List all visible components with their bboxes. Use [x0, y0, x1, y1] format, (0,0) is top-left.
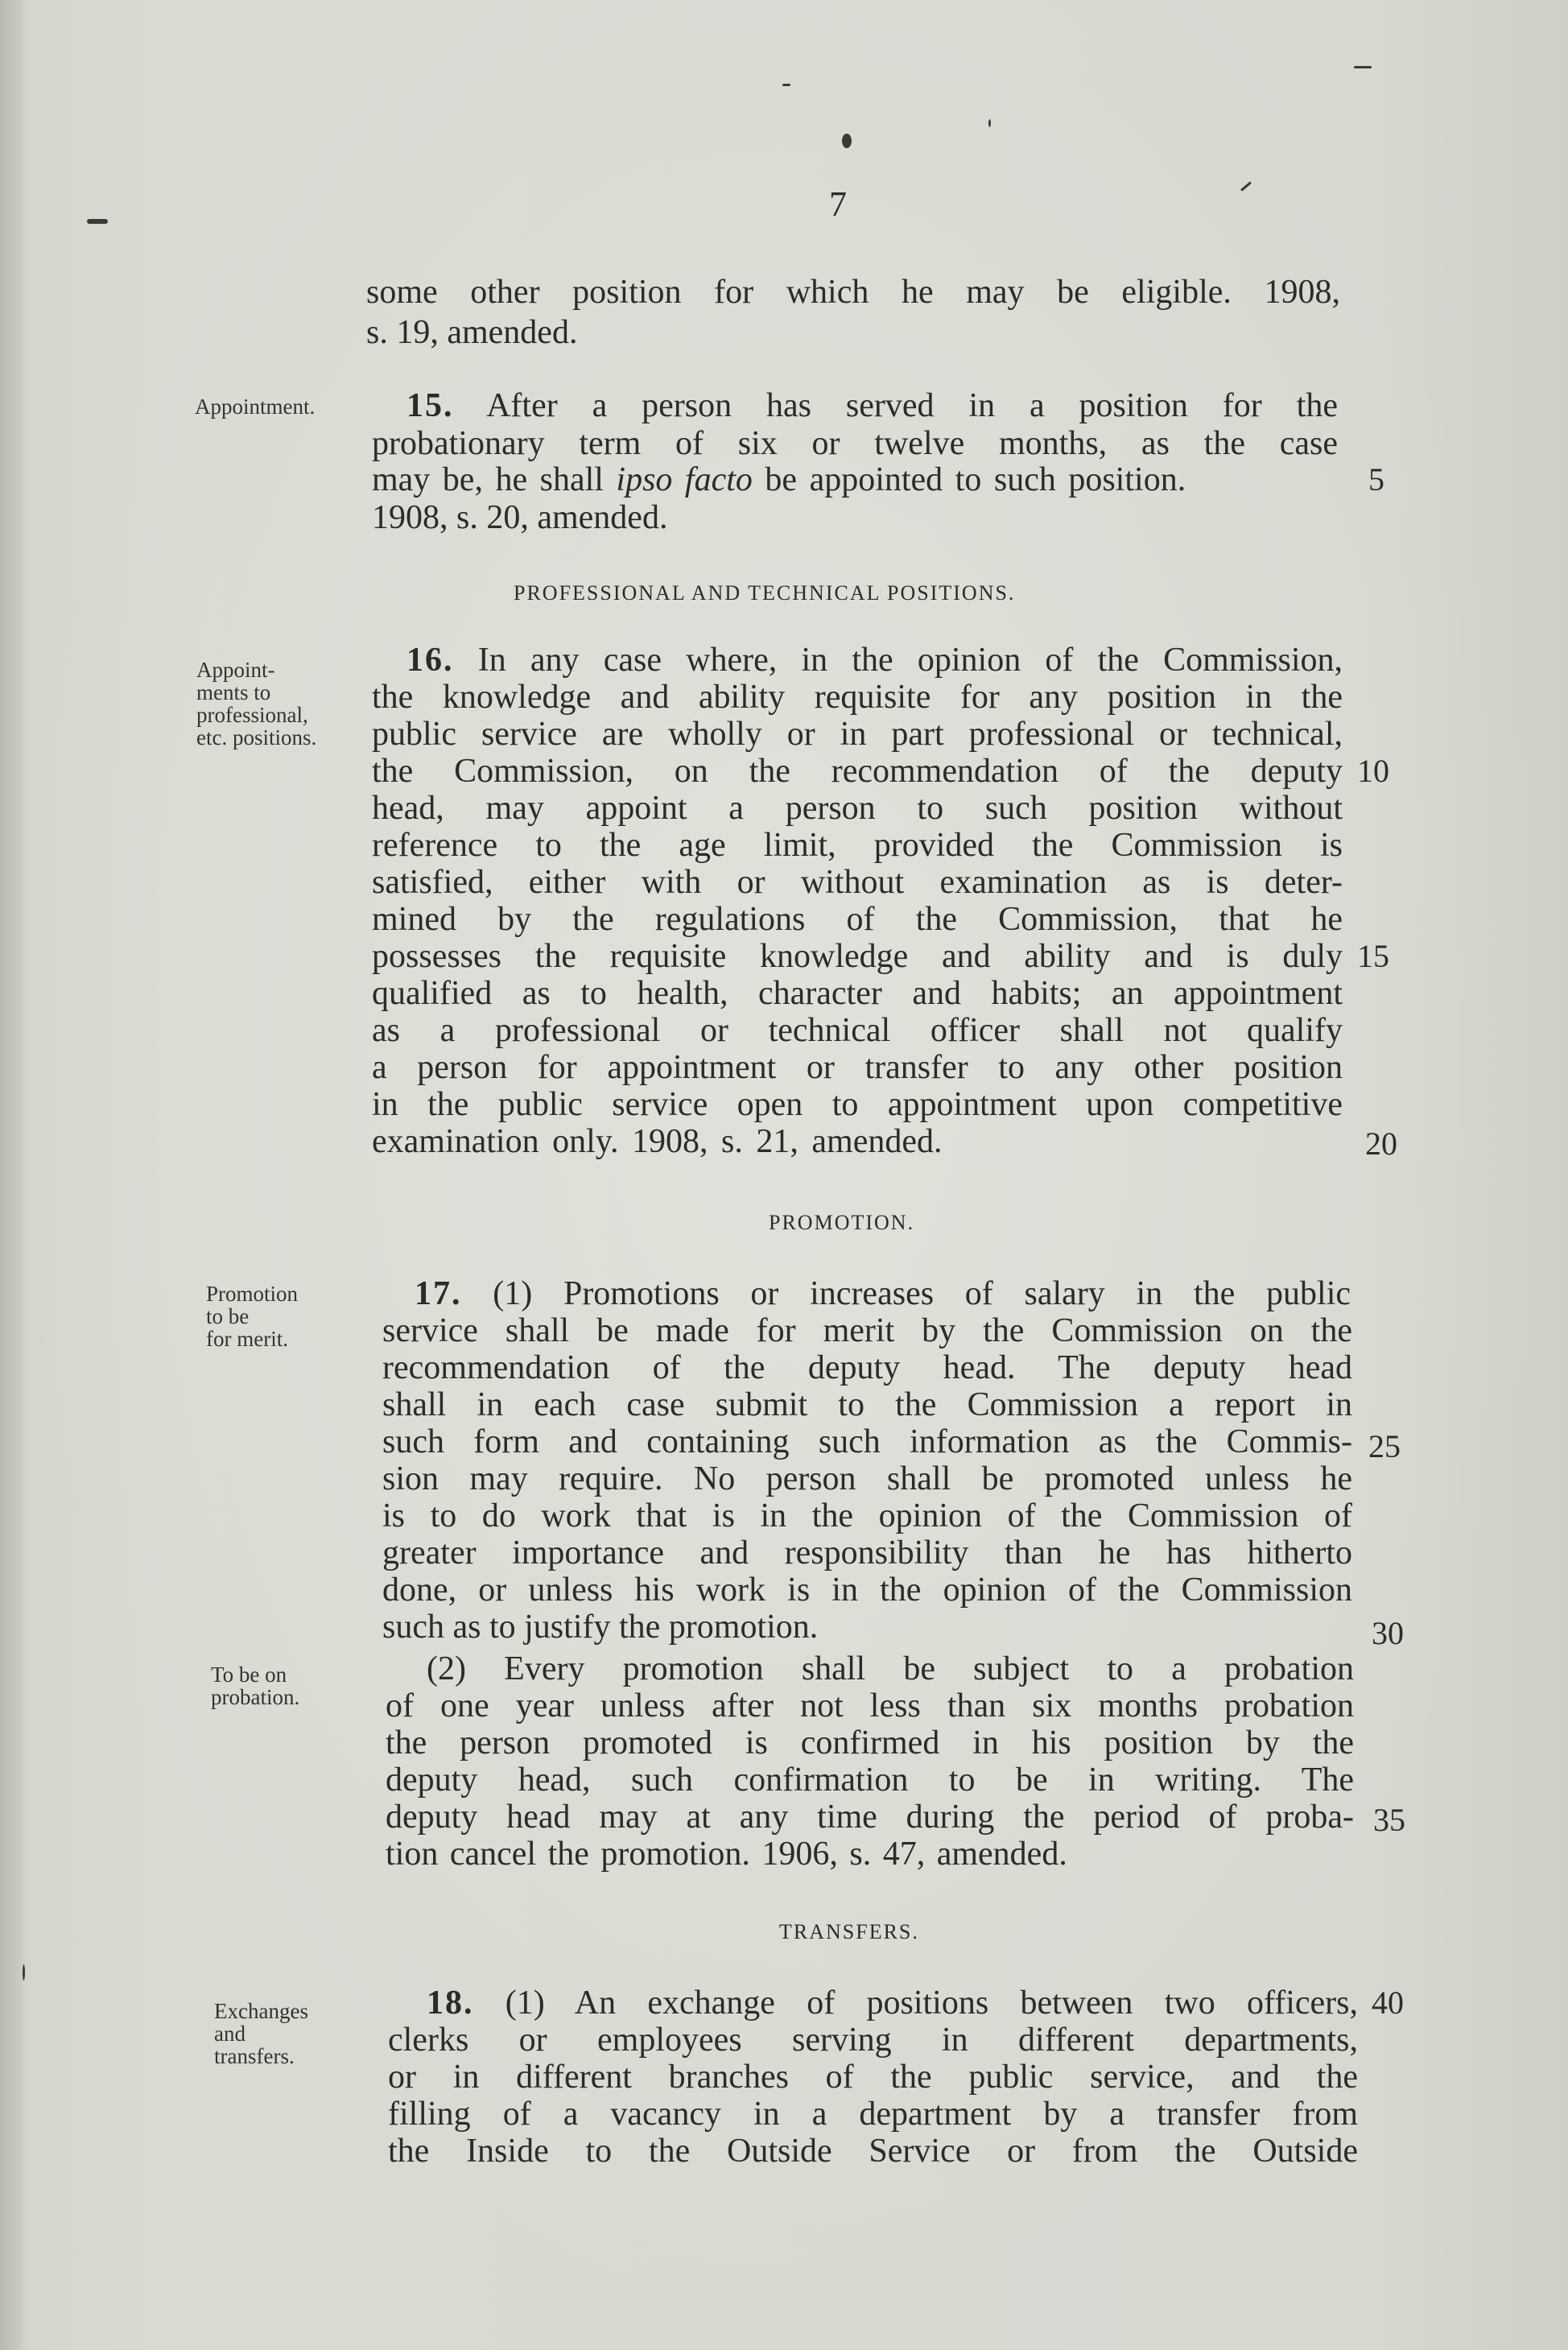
paragraph-line: (2) Every promotion shall be subject to a probation: [427, 1650, 1354, 1687]
line-number-15: 15: [1357, 938, 1389, 974]
line-number-5: 5: [1368, 461, 1384, 498]
section-text: (1) An exchange of positions between two officers,: [505, 1984, 1358, 2022]
paragraph-line: such form and containing such information as the Commis-: [382, 1423, 1352, 1460]
paragraph-line: public service are wholly or in part professional or technical,: [372, 716, 1343, 753]
paragraph-line: is to do work that is in the opinion of the Commission of: [382, 1497, 1352, 1534]
scan-speck: [23, 1964, 25, 1980]
paragraph-line: deputy head, such confirmation to be in writing. The: [386, 1761, 1354, 1799]
paragraph-line: or in different branches of the public service, and the: [388, 2059, 1358, 2096]
margin-note-line: Exchanges: [214, 1999, 308, 2023]
section-number: 18.: [427, 1984, 474, 2022]
paragraph-line: examination only. 1908, s. 21, amended.: [372, 1123, 943, 1160]
section-text: After a person has served in a position for the: [486, 387, 1338, 424]
section-16-first-line: [406, 642, 1343, 679]
paragraph-line: qualified as to health, character and habits; an appointment: [372, 975, 1343, 1012]
margin-note-line: ments to: [196, 680, 271, 704]
line-text: be appointed to such position.: [752, 461, 1186, 498]
scan-speck: [1354, 66, 1372, 68]
scan-speck: [842, 134, 852, 148]
margin-note-line: Appoint-: [196, 658, 275, 682]
section-number: 15.: [406, 387, 454, 424]
margin-note-line: etc. positions.: [196, 725, 317, 750]
line-number-30: 30: [1372, 1615, 1404, 1651]
paragraph-line: clerks or employees serving in different departments,: [388, 2022, 1358, 2059]
line-number-35: 35: [1373, 1802, 1405, 1838]
margin-note-line: to be: [206, 1304, 250, 1328]
paragraph-line: in the public service open to appointment upon competitive: [372, 1086, 1343, 1123]
section-18-first-line: [427, 1984, 1358, 2022]
paragraph-line: s. 19, amended.: [366, 314, 578, 351]
section-17-first-line: [415, 1275, 1351, 1312]
margin-note-line: To be on: [211, 1662, 287, 1687]
margin-note-line: transfers.: [214, 2044, 295, 2068]
section-number: 16.: [406, 642, 454, 679]
paragraph-line: probationary term of six or twelve months, as the case: [372, 425, 1338, 462]
paragraph-line: as a professional or technical officer shall not qualify: [372, 1012, 1343, 1049]
margin-note-line: professional,: [196, 703, 308, 727]
paragraph-line: some other position for which he may be eligible. 1908,: [366, 274, 1340, 311]
paragraph-line: deputy head may at any time during the period of proba-: [386, 1799, 1354, 1836]
section-text: (1) Promotions or increases of salary in the public: [493, 1275, 1351, 1312]
paragraph-line: sion may require. No person shall be promoted unless he: [382, 1460, 1352, 1497]
paragraph-line: done, or unless his work is in the opinion of the Commission: [382, 1571, 1352, 1609]
margin-note-appointment: Appointment.: [195, 394, 316, 419]
paragraph-line: satisfied, either with or without examination as is deter-: [372, 864, 1343, 901]
paragraph-line: shall in each case submit to the Commission a report in: [382, 1386, 1352, 1423]
paragraph-line: reference to the age limit, provided the Commission is: [372, 827, 1343, 864]
margin-note-appointments-professional: [196, 659, 275, 681]
paragraph-line: head, may appoint a person to such position without: [372, 790, 1343, 827]
margin-note-line: and: [214, 2022, 246, 2046]
page-binding-edge: [0, 0, 23, 2350]
line-number-20: 20: [1365, 1125, 1397, 1162]
paragraph-line-ipso-facto: [372, 461, 1338, 498]
line-number-40: 40: [1372, 1984, 1404, 2021]
paragraph-line: 1908, s. 20, amended.: [372, 499, 668, 536]
italic-term: ipso facto: [616, 461, 753, 498]
paragraph-line: mined by the regulations of the Commission, that he: [372, 901, 1343, 938]
paragraph-line: service shall be made for merit by the Commission on the: [382, 1312, 1352, 1349]
paragraph-line: a person for appointment or transfer to any other position: [372, 1049, 1343, 1086]
paragraph-line: the Inside to the Outside Service or from the Outside: [388, 2133, 1358, 2170]
paragraph-line: recommendation of the deputy head. The deputy head: [382, 1349, 1352, 1386]
line-number-10: 10: [1357, 753, 1389, 789]
paragraph-line: filling of a vacancy in a department by a transfer from: [388, 2096, 1358, 2133]
margin-note-line: probation.: [211, 1685, 300, 1709]
section-text: In any case where, in the opinion of the Commission,: [477, 642, 1343, 679]
paragraph-line: the person promoted is confirmed in his position by the: [386, 1724, 1354, 1761]
line-text: may be, he shall: [372, 461, 617, 498]
paragraph-line: the Commission, on the recommendation of the deputy: [372, 753, 1343, 790]
paragraph-line: tion cancel the promotion. 1906, s. 47, amended.: [386, 1836, 1067, 1873]
margin-note-line: Promotion: [206, 1282, 299, 1306]
heading-transfers: TRANSFERS.: [779, 1920, 919, 1943]
section-15-first-line: [406, 387, 1338, 424]
line-number-25: 25: [1368, 1428, 1401, 1464]
paragraph-line: possesses the requisite knowledge and ability and is duly: [372, 938, 1343, 975]
page-number: 7: [829, 184, 847, 224]
heading-promotion: PROMOTION.: [769, 1211, 915, 1234]
scan-speck: [988, 119, 991, 127]
scan-speck: [87, 219, 108, 224]
section-number: 17.: [415, 1275, 462, 1312]
paragraph-line: of one year unless after not less than six months probation: [386, 1687, 1354, 1724]
scan-speck: [1240, 181, 1252, 192]
paragraph-line: greater importance and responsibility than he has hitherto: [382, 1534, 1352, 1571]
paragraph-line: the knowledge and ability requisite for any position in the: [372, 679, 1343, 716]
heading-professional-technical: PROFESSIONAL AND TECHNICAL POSITIONS.: [514, 581, 1016, 605]
margin-note-line: for merit.: [206, 1327, 288, 1351]
scan-speck: [782, 84, 790, 86]
paragraph-line: such as to justify the promotion.: [382, 1609, 819, 1646]
